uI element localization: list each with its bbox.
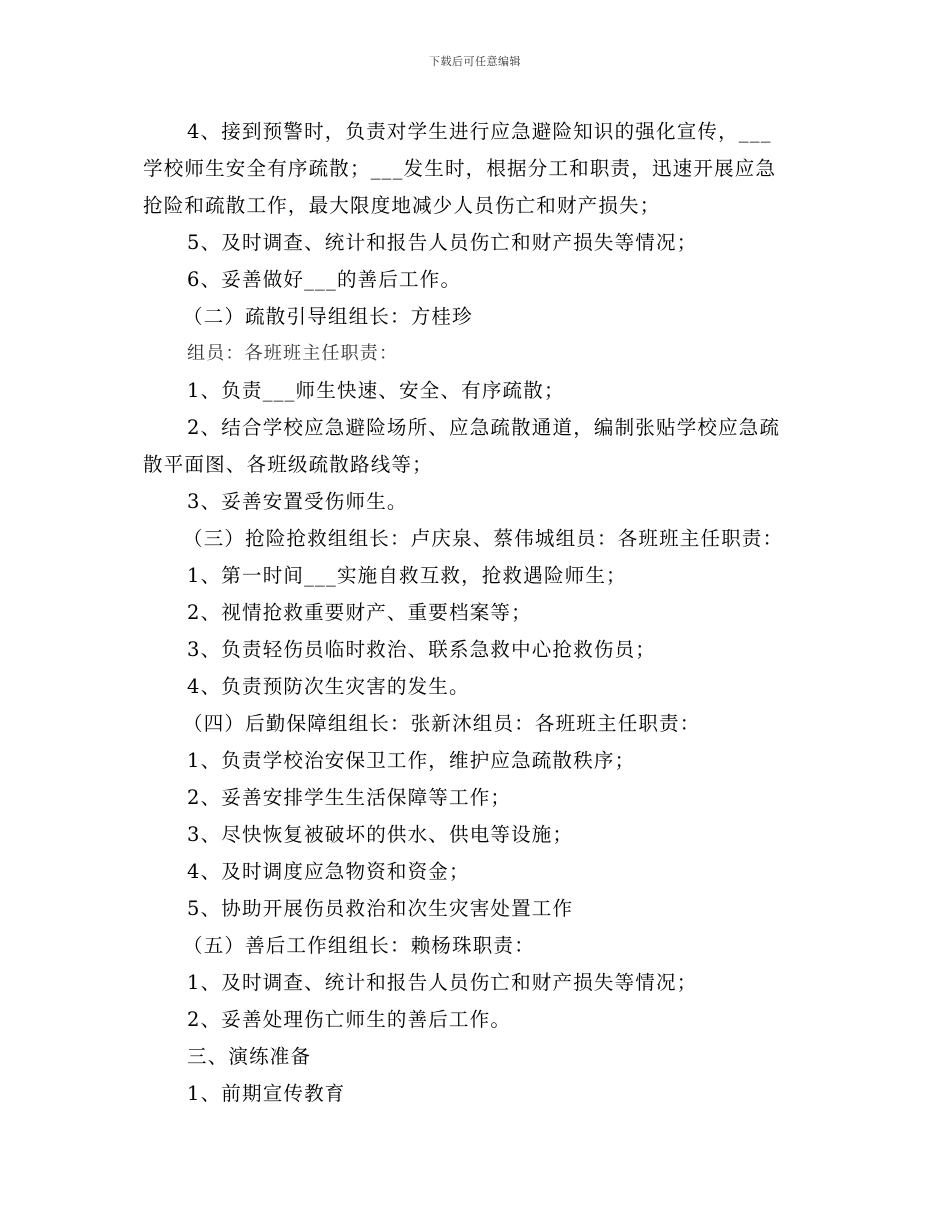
paragraph-line: 学校师生安全有序疏散；___发生时，根据分工和职责，迅速开展应急 [143,157,777,180]
paragraph-line: 3、负责轻伤员临时救治、联系急救中心抢救伤员； [187,638,657,661]
paragraph-line: 1、第一时间___实施自救互救，抢救遇险师生； [187,564,627,587]
document-body [143,113,813,1112]
paragraph-line: 2、妥善安排学生生活保障等工作； [187,786,512,809]
section-heading: （五）善后工作组组长：赖杨珠职责： [183,934,535,957]
section-heading: （三）抢险抢救组组长：卢庆泉、蔡伟城组员：各班班主任职责： [183,527,784,550]
paragraph-line: 3、妥善安置受伤师生。 [187,490,408,513]
paragraph-line: 1、负责学校治安保卫工作，维护应急疏散秩序； [187,749,636,772]
paragraph-line: 2、视情抢救重要财产、重要档案等； [187,601,532,624]
paragraph-line: 2、妥善处理伤亡师生的善后工作。 [187,1008,512,1031]
paragraph-line: 5、及时调查、统计和报告人员伤亡和财产损失等情况； [187,231,698,254]
paragraph-line: 2、结合学校应急避险场所、应急疏散通道，编制张贴学校应急疏 [187,416,781,439]
paragraph-line: 6、妥善做好___的善后工作。 [187,268,462,291]
paragraph-line: 4、接到预警时，负责对学生进行应急避险知识的强化宣传，___ [187,120,772,143]
section-heading: （四）后勤保障组组长：张新沐组员：各班班主任职责： [183,712,701,735]
paragraph-line: 4、负责预防次生灾害的发生。 [187,675,470,698]
paragraph-line: 3、尽快恢复被破坏的供水、供电等设施； [187,823,574,846]
section-heading: （二）疏散引导组组长：方桂珍 [183,305,473,328]
section-heading: 三、演练准备 [187,1045,312,1068]
page-header: 下载后可任意编辑 [429,55,521,68]
paragraph-line: 1、负责___师生快速、安全、有序疏散； [187,379,565,402]
paragraph-line: 1、及时调查、统计和报告人员伤亡和财产损失等情况； [187,971,698,994]
paragraph-line: 1、前期宣传教育 [187,1082,346,1105]
paragraph-line: 5、协助开展伤员救治和次生灾害处置工作 [187,897,574,920]
paragraph-line: 4、及时调度应急物资和资金； [187,860,470,883]
paragraph-line: 抢险和疏散工作，最大限度地减少人员伤亡和财产损失； [143,194,661,217]
paragraph-line: 组员：各班班主任职责： [187,343,399,364]
paragraph-line: 散平面图、各班级疏散路线等； [143,453,433,476]
